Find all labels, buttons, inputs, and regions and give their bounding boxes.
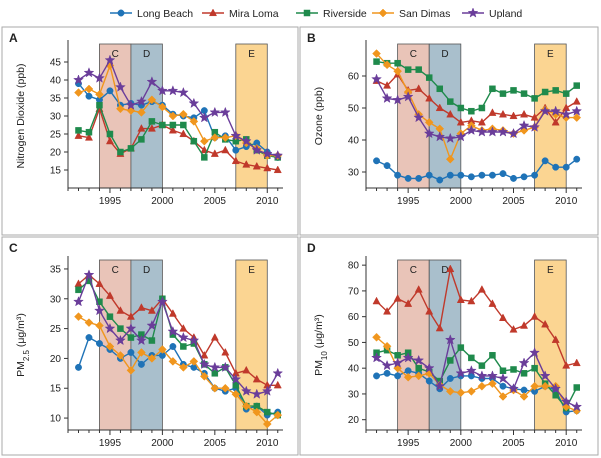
panel-c [2, 237, 298, 455]
data-point-upland [221, 107, 231, 116]
data-point-long-beach [233, 147, 239, 153]
data-point-long-beach [489, 172, 495, 178]
data-point-riverside [479, 105, 485, 111]
data-point-riverside [447, 357, 453, 363]
data-point-mira-loma [489, 109, 496, 116]
data-point-mira-loma [520, 110, 527, 117]
data-point-riverside [86, 129, 92, 135]
data-point-san-dimas [478, 382, 486, 390]
band-label-c: C [111, 265, 119, 276]
legend-label-upland: Upland [489, 7, 523, 20]
y-tick-label: 30 [49, 111, 61, 123]
data-point-upland [179, 333, 189, 342]
data-point-long-beach [405, 175, 411, 181]
data-point-long-beach [500, 383, 506, 389]
data-point-long-beach [563, 164, 569, 170]
data-point-riverside [191, 138, 197, 144]
panel-a [2, 27, 298, 235]
data-point-riverside [374, 59, 380, 65]
data-point-long-beach [521, 174, 527, 180]
data-point-riverside [489, 352, 495, 358]
data-point-long-beach [384, 162, 390, 168]
data-point-long-beach [437, 177, 443, 183]
data-point-long-beach [574, 156, 580, 162]
data-point-long-beach [86, 334, 92, 340]
x-tick-label: 2000 [449, 438, 472, 449]
y-tick-label: 30 [347, 389, 359, 401]
data-point-mira-loma [573, 98, 580, 105]
band-c [398, 260, 430, 430]
data-point-mira-loma [373, 297, 380, 304]
y-axis-label: $PM_{10}$ (μg/m³) [313, 314, 329, 376]
legend-marker-san-dimas [379, 9, 387, 17]
data-point-riverside [447, 99, 453, 105]
data-point-riverside [458, 345, 464, 351]
x-tick-label: 2005 [203, 438, 226, 449]
x-tick-label: 2010 [555, 196, 578, 207]
data-point-long-beach [96, 340, 102, 346]
data-point-riverside [416, 67, 422, 73]
data-point-riverside [170, 122, 176, 128]
x-tick-label: 2000 [449, 196, 472, 207]
data-point-long-beach [552, 164, 558, 170]
band-label-e: E [547, 49, 554, 60]
legend [110, 8, 522, 20]
data-point-riverside [128, 335, 134, 341]
panel-label: A [9, 31, 18, 45]
data-point-riverside [264, 409, 270, 415]
panels [2, 27, 598, 455]
data-point-riverside [138, 136, 144, 142]
data-point-long-beach [531, 172, 537, 178]
data-point-long-beach [500, 170, 506, 176]
data-point-riverside [416, 365, 422, 371]
data-point-riverside [489, 86, 495, 92]
data-point-san-dimas [74, 89, 82, 97]
panel-label: B [307, 31, 316, 45]
y-tick-label: 20 [49, 147, 61, 159]
legend-item-riverside [296, 8, 367, 20]
data-point-long-beach [86, 93, 92, 99]
band-label-e: E [248, 49, 255, 60]
band-label-d: D [441, 265, 449, 276]
x-tick-label: 2010 [256, 438, 279, 449]
data-point-riverside [511, 366, 517, 372]
data-point-long-beach [426, 378, 432, 384]
y-axis-label-unit: (μg/m³) [15, 313, 27, 351]
data-point-riverside [468, 355, 474, 361]
data-point-upland [74, 297, 84, 306]
y-axis-label-subscript: 10 [319, 351, 329, 361]
data-point-riverside [521, 370, 527, 376]
y-tick-label: 40 [49, 75, 61, 87]
data-point-riverside [532, 95, 538, 101]
data-point-riverside [107, 131, 113, 137]
data-point-riverside [180, 343, 186, 349]
data-point-riverside [128, 145, 134, 151]
data-point-riverside [149, 338, 155, 344]
legend-marker-upland [468, 8, 478, 17]
data-point-riverside [468, 108, 474, 114]
data-point-riverside [395, 60, 401, 66]
legend-label-mira-loma: Mira Loma [229, 7, 279, 20]
x-tick-label: 1995 [98, 438, 122, 449]
legend-label-san-dimas: San Dimas [399, 7, 451, 20]
x-tick-label: 2005 [502, 196, 525, 207]
band-label-e: E [547, 265, 554, 276]
data-point-san-dimas [74, 313, 82, 321]
data-point-long-beach [170, 343, 176, 349]
data-point-riverside [437, 86, 443, 92]
data-point-upland [382, 361, 392, 370]
x-tick-label: 2000 [151, 438, 174, 449]
y-tick-label: 15 [49, 383, 61, 395]
data-point-riverside [563, 91, 569, 97]
x-tick-label: 1995 [98, 196, 122, 207]
data-point-san-dimas [467, 387, 475, 395]
band-label-d: D [441, 49, 449, 60]
x-tick-label: 2010 [256, 196, 279, 207]
data-point-long-beach [468, 174, 474, 180]
y-tick-label: 10 [49, 413, 61, 425]
data-point-riverside [149, 118, 155, 124]
y-tick-label: 50 [347, 103, 359, 115]
legend-item-upland [462, 8, 522, 20]
x-tick-label: 2005 [203, 196, 226, 207]
y-tick-label: 80 [347, 260, 359, 272]
data-point-riverside [511, 87, 517, 93]
legend-label-riverside: Riverside [323, 7, 367, 20]
band-d [131, 260, 162, 430]
band-e [236, 260, 267, 430]
data-point-riverside [553, 87, 559, 93]
band-d [429, 44, 461, 188]
data-point-riverside [553, 392, 559, 398]
data-point-riverside [117, 326, 123, 332]
data-point-upland [168, 86, 178, 95]
data-point-riverside [574, 385, 580, 391]
data-point-long-beach [426, 172, 432, 178]
legend-marker-long-beach [118, 10, 124, 16]
y-tick-label: 45 [49, 57, 61, 69]
data-point-mira-loma [211, 334, 218, 341]
data-point-mira-loma [573, 359, 580, 366]
data-point-riverside [426, 75, 432, 81]
y-axis-label: Ozone (ppb) [313, 86, 325, 146]
band-label-d: D [143, 265, 151, 276]
data-point-long-beach [75, 364, 81, 370]
legend-item-san-dimas [372, 8, 450, 20]
y-tick-label: 40 [347, 135, 359, 147]
data-point-riverside [233, 382, 239, 388]
band-d [131, 44, 162, 188]
y-axis-label-unit: (μg/m³) [313, 314, 325, 352]
band-c [99, 44, 130, 188]
data-point-riverside [117, 149, 123, 155]
data-point-long-beach [510, 175, 516, 181]
legend-marker-riverside [304, 10, 310, 16]
legend-item-mira-loma [202, 8, 279, 20]
y-tick-label: 60 [347, 312, 359, 324]
data-point-san-dimas [200, 137, 208, 145]
y-tick-label: 25 [49, 324, 61, 336]
data-point-long-beach [384, 370, 390, 376]
y-tick-label: 30 [347, 167, 359, 179]
band-label-e: E [248, 265, 255, 276]
x-tick-label: 2010 [555, 438, 578, 449]
data-point-mira-loma [222, 146, 229, 153]
data-point-long-beach [138, 361, 144, 367]
panel-label: D [307, 241, 316, 255]
data-point-riverside [500, 91, 506, 97]
data-point-riverside [574, 83, 580, 89]
band-e [236, 44, 267, 188]
panel-label: C [9, 241, 18, 255]
data-point-long-beach [373, 373, 379, 379]
y-tick-label: 25 [49, 129, 61, 141]
data-point-riverside [521, 91, 527, 97]
data-point-riverside [479, 363, 485, 369]
data-point-san-dimas [85, 319, 93, 327]
y-tick-label: 70 [347, 286, 359, 298]
data-point-long-beach [542, 158, 548, 164]
y-axis-label: Nitrogen Dioxide (ppb) [15, 63, 27, 169]
y-tick-label: 40 [347, 363, 359, 375]
band-label-c: C [111, 49, 119, 60]
data-point-long-beach [447, 172, 453, 178]
y-tick-label: 30 [49, 294, 61, 306]
data-point-long-beach [394, 172, 400, 178]
data-point-long-beach [128, 349, 134, 355]
data-point-long-beach [415, 175, 421, 181]
data-point-long-beach [447, 375, 453, 381]
data-point-riverside [75, 287, 81, 293]
data-point-long-beach [107, 88, 113, 94]
data-point-riverside [532, 365, 538, 371]
data-point-riverside [75, 127, 81, 133]
y-tick-label: 35 [49, 264, 61, 276]
y-tick-label: 35 [49, 93, 61, 105]
band-label-c: C [409, 49, 418, 60]
legend-item-long-beach [110, 8, 193, 20]
y-tick-label: 15 [49, 165, 61, 177]
data-point-riverside [180, 122, 186, 128]
band-label-d: D [143, 49, 151, 60]
data-point-riverside [542, 89, 548, 95]
data-point-riverside [107, 314, 113, 320]
data-point-upland [382, 93, 392, 102]
data-point-upland [273, 368, 283, 377]
x-tick-label: 1995 [397, 438, 420, 449]
data-point-riverside [201, 154, 207, 160]
data-point-upland [210, 107, 220, 116]
data-point-long-beach [373, 158, 379, 164]
x-tick-label: 2000 [151, 196, 174, 207]
y-axis-label-subscript: 2.5 [21, 350, 31, 362]
data-point-riverside [212, 370, 218, 376]
legend-label-long-beach: Long Beach [137, 7, 194, 20]
band-label-c: C [409, 265, 418, 276]
band-e [535, 260, 567, 430]
data-point-riverside [159, 122, 165, 128]
y-tick-label: 20 [49, 353, 61, 365]
data-point-mira-loma [478, 286, 485, 293]
y-axis-label: $PM_{2.5}$ (μg/m³) [15, 313, 31, 377]
y-tick-label: 50 [347, 337, 359, 349]
data-point-long-beach [479, 172, 485, 178]
y-tick-label: 20 [347, 415, 359, 427]
panel-d [300, 237, 598, 455]
data-point-riverside [405, 67, 411, 73]
x-tick-label: 1995 [397, 196, 420, 207]
panel-b [300, 27, 598, 235]
data-point-long-beach [394, 373, 400, 379]
band-c [99, 260, 130, 430]
data-point-riverside [458, 105, 464, 111]
data-point-riverside [96, 102, 102, 108]
data-point-long-beach [458, 172, 464, 178]
x-tick-label: 2005 [502, 438, 525, 449]
y-tick-label: 60 [347, 71, 359, 83]
